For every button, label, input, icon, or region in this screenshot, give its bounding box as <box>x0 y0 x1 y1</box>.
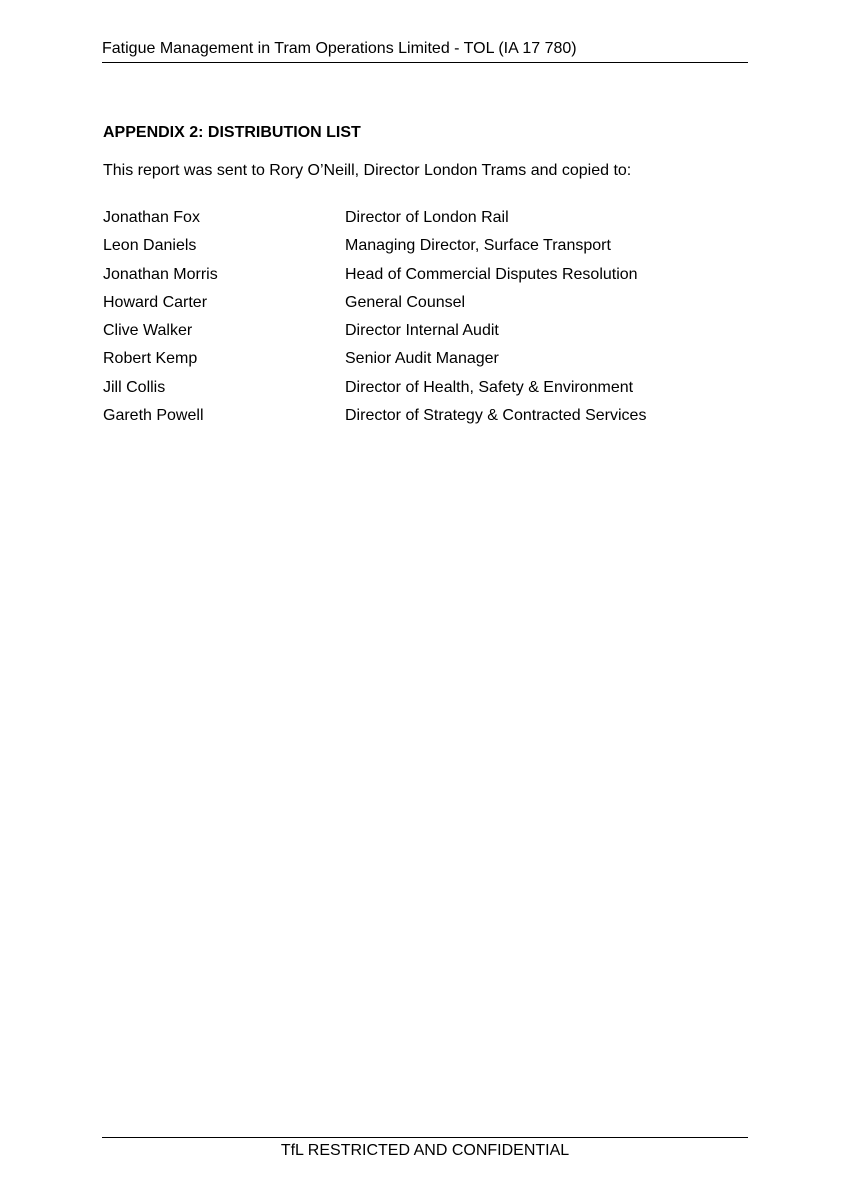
recipient-name: Jonathan Morris <box>103 265 218 283</box>
recipient-role: Director of Strategy & Contracted Services <box>345 407 647 425</box>
page-footer <box>102 1137 748 1162</box>
recipient-role: General Counsel <box>345 293 466 311</box>
recipient-name: Howard Carter <box>103 293 208 311</box>
header-text: Fatigue Management in Tram Operations Limited - TOL (IA 17 780) <box>102 40 577 57</box>
distribution-row <box>103 292 743 320</box>
distribution-list <box>103 207 743 433</box>
recipient-name: Jonathan Fox <box>103 209 200 226</box>
distribution-row <box>103 320 743 348</box>
recipient-role: Director of Health, Safety & Environment <box>345 378 634 396</box>
appendix-intro: This report was sent to Rory O’Neill, Director London Trams and copied to: <box>103 162 632 179</box>
distribution-row <box>103 377 743 405</box>
appendix-title: APPENDIX 2: DISTRIBUTION LIST <box>103 124 361 141</box>
distribution-row <box>103 207 743 235</box>
recipient-name: Clive Walker <box>103 322 193 340</box>
recipient-role: Managing Director, Surface Transport <box>345 237 611 255</box>
page-header <box>102 38 748 63</box>
recipient-name: Leon Daniels <box>103 237 197 255</box>
recipient-name: Jill Collis <box>103 378 166 396</box>
recipient-name: Robert Kemp <box>103 350 198 368</box>
distribution-row <box>103 264 743 292</box>
recipient-role: Director of London Rail <box>345 209 509 226</box>
recipient-role: Director Internal Audit <box>345 322 499 340</box>
recipient-name: Gareth Powell <box>103 407 204 425</box>
footer-text: TfL RESTRICTED AND CONFIDENTIAL <box>280 1142 570 1159</box>
distribution-row <box>103 348 743 376</box>
recipient-role: Senior Audit Manager <box>345 350 499 368</box>
distribution-row <box>103 405 743 433</box>
recipient-role: Head of Commercial Disputes Resolution <box>345 265 638 283</box>
distribution-row <box>103 235 743 263</box>
